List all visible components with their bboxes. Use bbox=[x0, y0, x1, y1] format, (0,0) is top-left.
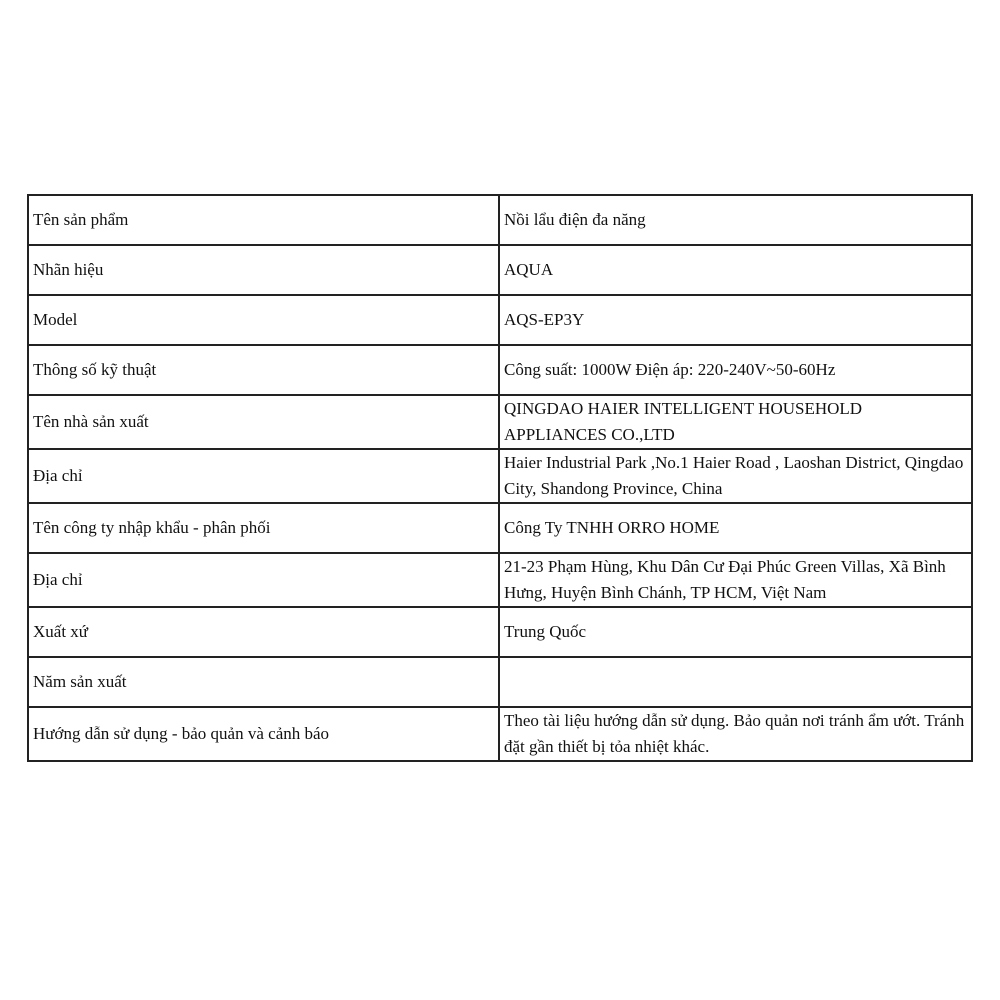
row-value-specs: Công suất: 1000W Điện áp: 220-240V~50-60Hz bbox=[499, 345, 972, 395]
row-label-importer: Tên công ty nhập khẩu - phân phối bbox=[28, 503, 499, 553]
table-row bbox=[28, 395, 972, 449]
row-label-manufacturer-address: Địa chỉ bbox=[28, 449, 499, 503]
table-row bbox=[28, 345, 972, 395]
manufacturer-text: QINGDAO HAIER INTELLIGENT HOUSEHOLD APPLIANCES CO.,LTD bbox=[504, 399, 863, 444]
row-label-manufacturer: Tên nhà sản xuất bbox=[28, 395, 499, 449]
table-row bbox=[28, 707, 972, 761]
row-value-product-name: Nồi lẩu điện đa năng bbox=[499, 195, 972, 245]
row-value-model: AQS-EP3Y bbox=[499, 295, 972, 345]
row-value-brand: AQUA bbox=[499, 245, 972, 295]
row-value-manufacturer bbox=[499, 395, 972, 449]
table-row bbox=[28, 657, 972, 707]
table-row bbox=[28, 607, 972, 657]
product-spec-table bbox=[27, 194, 973, 762]
row-label-specs: Thông số kỹ thuật bbox=[28, 345, 499, 395]
row-value-manufacturer-address bbox=[499, 449, 972, 503]
row-label-importer-address: Địa chỉ bbox=[28, 553, 499, 607]
table-row bbox=[28, 245, 972, 295]
manufacturer-address-text: Haier Industrial Park ,No.1 Haier Road , Laoshan District, Qingdao City, Shandong Province, China bbox=[504, 453, 964, 498]
row-label-brand: Nhãn hiệu bbox=[28, 245, 499, 295]
row-label-manufacture-year: Năm sản xuất bbox=[28, 657, 499, 707]
table-row bbox=[28, 295, 972, 345]
row-label-product-name: Tên sản phẩm bbox=[28, 195, 499, 245]
row-label-model: Model bbox=[28, 295, 499, 345]
row-value-usage-instructions bbox=[499, 707, 972, 761]
row-value-importer: Công Ty TNHH ORRO HOME bbox=[499, 503, 972, 553]
table-row bbox=[28, 553, 972, 607]
row-value-manufacture-year bbox=[499, 657, 972, 707]
row-label-usage-instructions: Hướng dẫn sử dụng - bảo quản và cảnh báo bbox=[28, 707, 499, 761]
table-row bbox=[28, 503, 972, 553]
table-row bbox=[28, 195, 972, 245]
table-row bbox=[28, 449, 972, 503]
usage-instructions-text: Theo tài liệu hướng dẫn sử dụng. Bảo quản nơi tránh ẩm ướt. Tránh đặt gần thiết bị tỏa nhiệt khác. bbox=[504, 711, 965, 756]
importer-address-text: 21-23 Phạm Hùng, Khu Dân Cư Đại Phúc Green Villas, Xã Bình Hưng, Huyện Bình Chánh, TP HCM, Việt Nam bbox=[504, 557, 946, 602]
row-label-origin: Xuất xứ bbox=[28, 607, 499, 657]
row-value-importer-address bbox=[499, 553, 972, 607]
row-value-origin: Trung Quốc bbox=[499, 607, 972, 657]
